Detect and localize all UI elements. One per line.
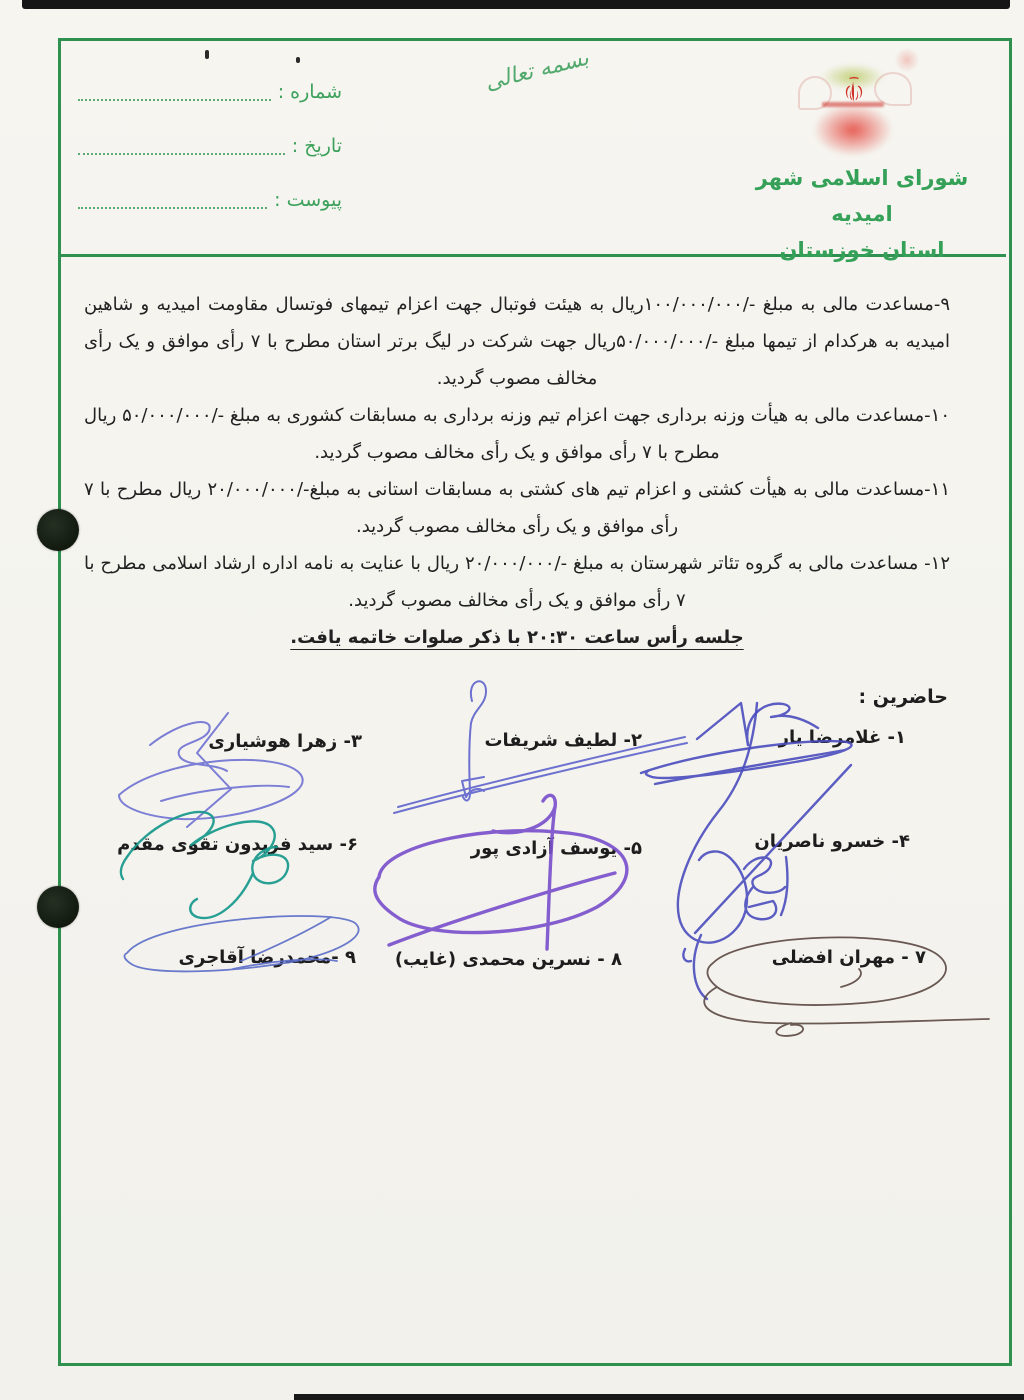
flag-red-band <box>814 104 892 156</box>
attendees-title: حاضرین : <box>858 686 948 708</box>
org-name-line2: استان خوزستان <box>779 238 945 262</box>
attendee-name-9: ۹ -محمدرضا آقاجری <box>178 947 356 968</box>
minutes-item-10: ۱۰-مساعدت مالی به هیأت وزنه برداری جهت اعزام تیم وزنه برداری به مسابقات کشوری به مبلغ -/۵۰/۰۰۰/۰۰۰ ریال مطرح با ۷ رأی موافق و یک رأی مخالف مصوب گردید. <box>84 405 950 463</box>
minutes-item-12: ۱۲- مساعدت مالی به گروه تئاتر شهرستان به مبلغ -/۲۰/۰۰۰/۰۰۰ ریال با عنایت به نامه اداره ارشاد اسلامی مطرح با ۷ رأی موافق و یک رأی مخالف مصوب گردید. <box>84 553 950 611</box>
attendee-name-3: ۳- زهرا هوشیاری <box>208 731 362 752</box>
attendee-name-2: ۲- لطیف شریفات <box>484 730 642 751</box>
field-row-date <box>78 130 342 160</box>
field-dotted-line <box>78 85 271 101</box>
org-title <box>736 160 988 268</box>
attendee-name-5: ۵- یوسف آزادی پور <box>470 838 642 859</box>
hole-punch-bottom <box>37 886 79 928</box>
field-label-number: شماره : <box>277 81 342 103</box>
minutes-body <box>84 286 950 656</box>
scan-edge-bottom <box>294 1394 1024 1400</box>
field-label-attachment: پیوست : <box>274 189 342 211</box>
field-label-date: تاریخ : <box>291 135 342 157</box>
emblem-ornament <box>894 48 920 72</box>
hole-punch-top <box>37 509 79 551</box>
field-dotted-line <box>78 193 267 209</box>
attendee-name-4: ۴- خسرو ناصریان <box>754 831 910 852</box>
iran-emblem <box>792 50 920 160</box>
closing-line: جلسه رأس ساعت ۲۰:۳۰ با ذکر صلوات خاتمه یافت. <box>290 627 744 648</box>
minutes-item-11: ۱۱-مساعدت مالی به هیأت کشتی و اعزام تیم های کشتی به مسابقات استانی به مبلغ-/۲۰/۰۰۰/۰۰۰ ریال مطرح با ۷ رأی موافق و یک رأی مخالف مصوب گردید. <box>84 479 950 537</box>
field-dotted-line <box>78 139 285 155</box>
field-row-number <box>78 76 342 106</box>
attendee-name-8: ۸ - نسرین محمدی (غایب) <box>394 949 622 970</box>
scan-edge-top <box>22 0 1010 9</box>
field-row-attachment <box>78 184 342 214</box>
org-name-line1: شورای اسلامی شهر امیدیه <box>755 166 969 226</box>
attendee-name-6: ۶- سید فریدون تقوی مقدم <box>117 834 358 855</box>
minutes-item-9: ۹-مساعدت مالی به مبلغ -/۱۰۰/۰۰۰/۰۰۰ریال به هیئت فوتبال جهت اعزام تیمهای فوتسال مقاومت امیدیه و شاهین امیدیه به هرکدام از تیمها مبلغ -/۵۰/۰۰۰/۰۰۰ریال جهت شرکت در لیگ برتر استان مطرح با ۷ رأی موافق و یک رأی مخالف مصوب گردید. <box>84 294 950 389</box>
header-fields <box>78 76 342 238</box>
bismillah-calligraphy: بسمه تعالی <box>482 45 592 96</box>
attendee-name-7: ۷ - مهران افضلی <box>771 947 926 968</box>
attendee-name-1: ۱- غلامرضا یار <box>778 727 906 748</box>
allah-emblem-icon <box>840 76 868 108</box>
